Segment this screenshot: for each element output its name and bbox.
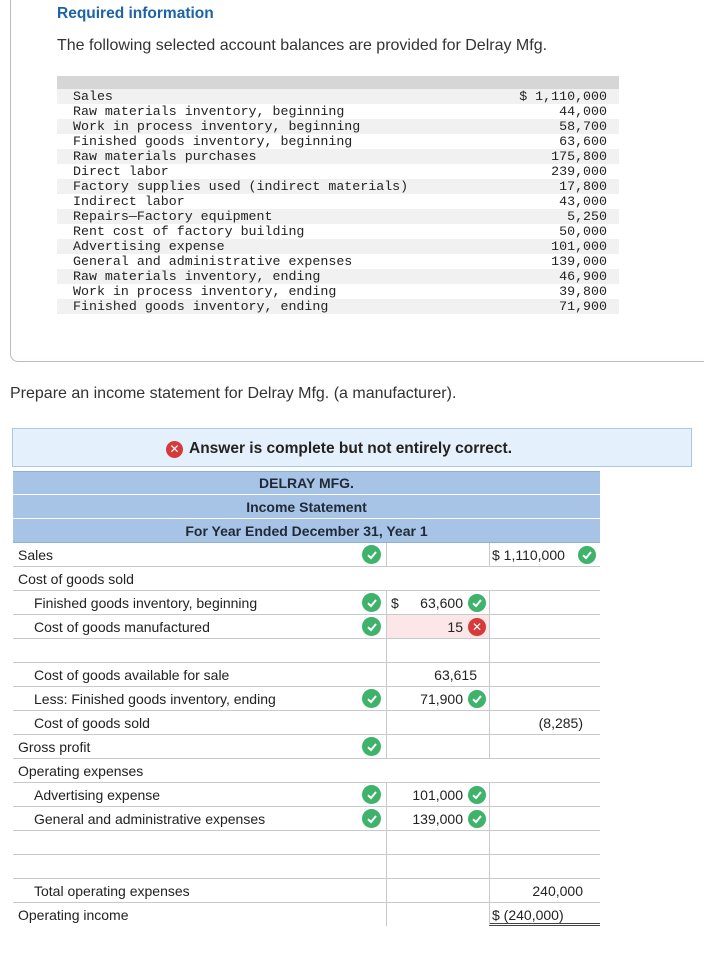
account-row: [57, 284, 619, 299]
label-cell[interactable]: [13, 735, 386, 758]
account-name: Raw materials inventory, ending: [73, 269, 321, 284]
right-amount-cell[interactable]: [489, 831, 600, 854]
row-label: Cost of goods sold: [18, 571, 134, 587]
mid-amount-cell[interactable]: [386, 735, 489, 758]
account-name: General and administrative expenses: [73, 254, 353, 269]
row-label: Operating expenses: [18, 763, 144, 779]
mid-amount-cell: [386, 567, 489, 590]
account-row: [57, 269, 619, 284]
x-icon: ✕: [468, 618, 486, 636]
account-row: [57, 149, 619, 164]
account-name: Raw materials purchases: [73, 149, 257, 164]
account-amount: 39,800: [559, 284, 607, 299]
account-amount: 101,000: [551, 239, 607, 254]
row-label: Sales: [18, 547, 54, 563]
account-balances-table: [57, 76, 619, 318]
mid-amount-cell[interactable]: [386, 591, 489, 614]
amount-value: 139,000: [412, 811, 463, 827]
account-amount: 17,800: [559, 179, 607, 194]
check-icon: [468, 690, 486, 708]
label-cell[interactable]: [13, 591, 386, 614]
row-blank: [13, 831, 600, 855]
label-cell[interactable]: [13, 687, 386, 710]
mid-amount-cell: [386, 759, 489, 782]
x-icon: ✕: [166, 441, 183, 458]
right-amount-cell[interactable]: [489, 687, 600, 710]
answer-status-banner: [12, 428, 692, 467]
right-amount-cell[interactable]: [489, 543, 600, 566]
right-amount-cell[interactable]: [489, 855, 600, 878]
account-amount: 239,000: [551, 164, 607, 179]
account-amount: 71,900: [559, 299, 607, 314]
statement-company: [13, 471, 600, 495]
instruction-text: Prepare an income statement for Delray Mfg. (a manufacturer).: [10, 385, 457, 402]
account-row: [57, 89, 619, 104]
statement-title-text: Income Statement: [246, 498, 367, 515]
amount-value: 15: [447, 619, 463, 635]
row-gross-profit: [13, 735, 600, 759]
account-row: [57, 224, 619, 239]
row-operating-income: [13, 903, 600, 927]
row-goods-available: [13, 663, 600, 687]
mid-amount-cell: [386, 903, 489, 926]
account-amount: 175,800: [551, 149, 607, 164]
check-icon: [362, 785, 381, 804]
label-cell: [13, 663, 386, 686]
amount-value: 71,900: [420, 691, 463, 707]
account-amount: 44,000: [559, 104, 607, 119]
right-amount-cell[interactable]: [489, 807, 600, 830]
row-cogs: [13, 711, 600, 735]
account-row: [57, 209, 619, 224]
amount-value: 240,000: [532, 883, 583, 899]
account-amount: 50,000: [559, 224, 607, 239]
right-amount-cell: [489, 663, 600, 686]
row-fg-ending: [13, 687, 600, 711]
right-amount-cell[interactable]: [489, 735, 600, 758]
right-amount-cell[interactable]: [489, 615, 600, 638]
check-icon: [468, 810, 486, 828]
mid-amount-cell[interactable]: [386, 807, 489, 830]
account-row: [57, 134, 619, 149]
account-name: Repairs—Factory equipment: [73, 209, 273, 224]
row-blank: [13, 639, 600, 663]
account-name: Advertising expense: [73, 239, 225, 254]
account-row: [57, 239, 619, 254]
account-row: [57, 254, 619, 269]
label-cell: [13, 759, 386, 782]
mid-amount-cell: [386, 711, 489, 734]
label-cell[interactable]: [13, 807, 386, 830]
account-name: Finished goods inventory, ending: [73, 299, 329, 314]
row-label: Advertising expense: [34, 787, 161, 803]
account-amount: 63,600: [559, 134, 607, 149]
required-info-title: Required information: [57, 5, 214, 22]
row-label: Cost of goods available for sale: [34, 667, 230, 683]
right-amount-cell: [489, 567, 600, 590]
label-cell: [13, 903, 386, 926]
account-amount: 58,700: [559, 119, 607, 134]
account-name: Finished goods inventory, beginning: [73, 134, 353, 149]
statement-period: [13, 519, 600, 543]
account-table-header: [57, 76, 619, 89]
right-amount-cell: [489, 903, 600, 926]
account-amount: $ 1,110,000: [519, 89, 607, 104]
amount-value: $ 1,110,000: [492, 547, 565, 563]
row-label: Less: Finished goods inventory, ending: [34, 691, 276, 707]
account-row: [57, 104, 619, 119]
mid-amount-cell[interactable]: [386, 639, 489, 662]
label-cell[interactable]: [13, 639, 386, 662]
label-cell[interactable]: [13, 855, 386, 878]
amount-value: (8,285): [538, 715, 583, 731]
label-cell[interactable]: [13, 831, 386, 854]
row-cogm: [13, 615, 600, 639]
account-row: [57, 194, 619, 209]
account-amount: 46,900: [559, 269, 607, 284]
company-name: DELRAY MFG.: [259, 475, 354, 491]
mid-amount-cell: [386, 879, 489, 902]
label-cell: [13, 711, 386, 734]
statement-title: [13, 495, 600, 519]
account-amount: 139,000: [551, 254, 607, 269]
right-amount-cell: [489, 759, 600, 782]
statement-period-text: For Year Ended December 31, Year 1: [185, 522, 428, 539]
mid-amount-cell[interactable]: [386, 831, 489, 854]
amount-value: 101,000: [412, 787, 463, 803]
row-label: Operating income: [18, 907, 129, 923]
check-icon: [362, 689, 381, 708]
row-fg-beginning: [13, 591, 600, 615]
right-amount-cell: [489, 879, 600, 902]
check-icon: [362, 545, 381, 564]
row-label: Cost of goods manufactured: [34, 619, 210, 635]
label-cell[interactable]: [13, 615, 386, 638]
amount-value: $ (240,000): [492, 907, 564, 923]
account-amount: 5,250: [567, 209, 607, 224]
mid-amount-cell[interactable]: [386, 615, 489, 638]
row-label: General and administrative expenses: [34, 811, 266, 827]
right-amount-cell: [489, 711, 600, 734]
account-name: Indirect labor: [73, 194, 185, 209]
row-label: Total operating expenses: [34, 883, 190, 899]
check-icon: [468, 594, 486, 612]
check-icon: [362, 737, 381, 756]
row-label: Cost of goods sold: [34, 715, 150, 731]
label-cell[interactable]: [13, 543, 386, 566]
row-label: Gross profit: [18, 739, 91, 755]
account-name: Factory supplies used (indirect materials): [73, 179, 409, 194]
account-name: Raw materials inventory, beginning: [73, 104, 345, 119]
dollar-sign: $: [391, 595, 399, 611]
account-name: Work in process inventory, ending: [73, 284, 337, 299]
account-row: [57, 119, 619, 134]
mid-amount-cell[interactable]: [386, 783, 489, 806]
account-rows: [57, 89, 619, 314]
mid-amount-cell[interactable]: [386, 687, 489, 710]
account-name: Direct labor: [73, 164, 169, 179]
right-amount-cell[interactable]: [489, 591, 600, 614]
mid-amount-cell[interactable]: [386, 543, 489, 566]
account-row: [57, 179, 619, 194]
row-general-admin: [13, 807, 600, 831]
right-amount-cell[interactable]: [489, 783, 600, 806]
check-icon: [468, 786, 486, 804]
account-name: Rent cost of factory building: [73, 224, 305, 239]
account-row: [57, 164, 619, 179]
check-icon: [362, 617, 381, 636]
amount-value: 63,615: [434, 667, 477, 683]
label-cell[interactable]: [13, 783, 386, 806]
row-total-opex: [13, 879, 600, 903]
label-cell: [13, 879, 386, 902]
row-label: Finished goods inventory, beginning: [34, 595, 258, 611]
row-advertising: [13, 783, 600, 807]
account-row: [57, 299, 619, 314]
mid-amount-cell: [386, 663, 489, 686]
mid-amount-cell[interactable]: [386, 855, 489, 878]
check-icon: [362, 593, 381, 612]
income-statement: [13, 471, 600, 927]
row-sales: [13, 543, 600, 567]
row-opex-header: [13, 759, 600, 783]
required-info-intro: The following selected account balances are provided for Delray Mfg.: [57, 37, 548, 54]
account-name: Sales: [73, 89, 113, 104]
label-cell: [13, 567, 386, 590]
row-cogs-header: [13, 567, 600, 591]
row-blank: [13, 855, 600, 879]
check-icon: [578, 546, 596, 564]
account-amount: 43,000: [559, 194, 607, 209]
check-icon: [362, 809, 381, 828]
right-amount-cell[interactable]: [489, 639, 600, 662]
account-name: Work in process inventory, beginning: [73, 119, 361, 134]
answer-status-text: Answer is complete but not entirely correct.: [189, 440, 512, 457]
amount-value: 63,600: [420, 595, 463, 611]
